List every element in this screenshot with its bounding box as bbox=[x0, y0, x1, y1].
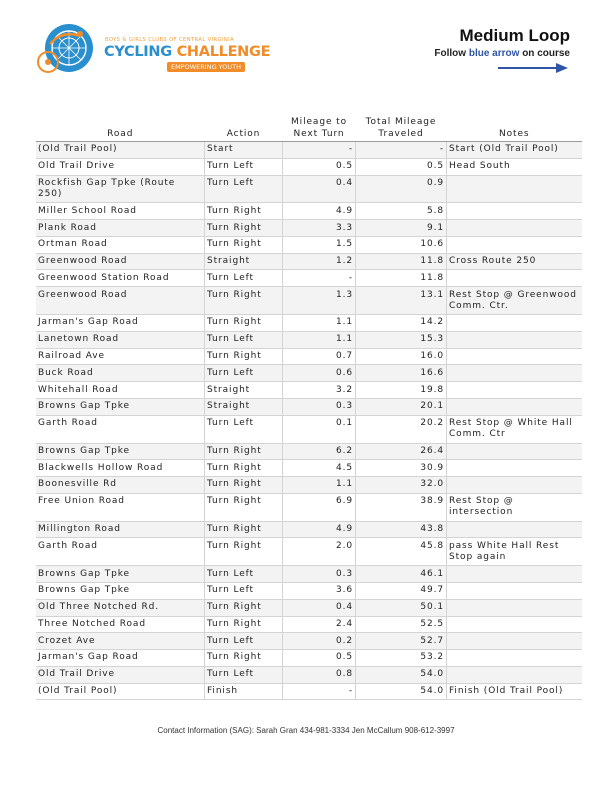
total-mileage-cell: 54.0 bbox=[356, 683, 447, 700]
action-cell: Turn Left bbox=[205, 365, 283, 382]
action-cell: Turn Left bbox=[205, 331, 283, 348]
action-cell: Turn Left bbox=[205, 633, 283, 650]
total-mileage-cell: 13.1 bbox=[356, 287, 447, 315]
mileage-next-cell: 1.3 bbox=[283, 287, 356, 315]
table-row bbox=[36, 398, 582, 415]
mileage-next-cell: 2.4 bbox=[283, 616, 356, 633]
table-header-row bbox=[36, 117, 582, 142]
logo-title-cycling: CYCLING bbox=[104, 44, 172, 60]
mileage-next-cell: 0.5 bbox=[283, 158, 356, 175]
table-row bbox=[36, 538, 582, 566]
header-total-line2: Traveled bbox=[378, 128, 424, 139]
notes-cell: Start (Old Trail Pool) bbox=[447, 142, 583, 159]
table-row bbox=[36, 477, 582, 494]
notes-cell: Head South bbox=[447, 158, 583, 175]
table-row bbox=[36, 443, 582, 460]
table-row bbox=[36, 203, 582, 220]
mileage-next-cell: 1.2 bbox=[283, 253, 356, 270]
action-cell: Turn Right bbox=[205, 599, 283, 616]
table-row bbox=[36, 582, 582, 599]
header-total-line1: Total Mileage bbox=[365, 117, 437, 127]
action-cell: Straight bbox=[205, 253, 283, 270]
notes-cell bbox=[447, 236, 583, 253]
road-cell: Browns Gap Tpke bbox=[36, 398, 205, 415]
action-cell: Straight bbox=[205, 382, 283, 399]
total-mileage-cell: 52.5 bbox=[356, 616, 447, 633]
action-cell: Turn Right bbox=[205, 460, 283, 477]
action-cell: Turn Left bbox=[205, 666, 283, 683]
mileage-next-cell: 1.1 bbox=[283, 477, 356, 494]
notes-cell: Rest Stop @ intersection bbox=[447, 493, 583, 521]
mileage-next-cell: 0.4 bbox=[283, 599, 356, 616]
total-mileage-cell: 16.0 bbox=[356, 348, 447, 365]
total-mileage-cell: 26.4 bbox=[356, 443, 447, 460]
mileage-next-cell: 0.3 bbox=[283, 566, 356, 583]
total-mileage-cell: 38.9 bbox=[356, 493, 447, 521]
route-instruction bbox=[434, 48, 570, 59]
road-cell: Browns Gap Tpke bbox=[36, 443, 205, 460]
table-row bbox=[36, 331, 582, 348]
mileage-next-cell: 1.1 bbox=[283, 315, 356, 332]
road-cell: Millington Road bbox=[36, 521, 205, 538]
action-cell: Turn Right bbox=[205, 348, 283, 365]
header-total-mileage bbox=[356, 117, 447, 142]
total-mileage-cell: 0.9 bbox=[356, 175, 447, 203]
cue-sheet-body bbox=[36, 142, 582, 700]
logo-title-challenge: CHALLENGE bbox=[176, 44, 271, 60]
road-cell: Miller School Road bbox=[36, 203, 205, 220]
action-cell: Turn Right bbox=[205, 521, 283, 538]
mileage-next-cell: - bbox=[283, 142, 356, 159]
table-row bbox=[36, 683, 582, 700]
notes-cell bbox=[447, 270, 583, 287]
total-mileage-cell: 54.0 bbox=[356, 666, 447, 683]
mileage-next-cell: 0.5 bbox=[283, 650, 356, 667]
mileage-next-cell: 2.0 bbox=[283, 538, 356, 566]
action-cell: Turn Right bbox=[205, 287, 283, 315]
notes-cell bbox=[447, 398, 583, 415]
table-row bbox=[36, 493, 582, 521]
table-row bbox=[36, 521, 582, 538]
action-cell: Turn Right bbox=[205, 493, 283, 521]
action-cell: Turn Right bbox=[205, 443, 283, 460]
notes-cell bbox=[447, 633, 583, 650]
table-row bbox=[36, 616, 582, 633]
mileage-next-cell: 3.2 bbox=[283, 382, 356, 399]
instruction-prefix: Follow bbox=[434, 48, 467, 59]
table-row bbox=[36, 236, 582, 253]
mileage-next-cell: 6.2 bbox=[283, 443, 356, 460]
table-row bbox=[36, 666, 582, 683]
total-mileage-cell: 11.8 bbox=[356, 270, 447, 287]
road-cell: Jarman's Gap Road bbox=[36, 650, 205, 667]
mileage-next-cell: 3.6 bbox=[283, 582, 356, 599]
mileage-next-cell: 0.6 bbox=[283, 365, 356, 382]
road-cell: Browns Gap Tpke bbox=[36, 582, 205, 599]
total-mileage-cell: 19.8 bbox=[356, 382, 447, 399]
road-cell: Ortman Road bbox=[36, 236, 205, 253]
table-row bbox=[36, 270, 582, 287]
action-cell: Turn Left bbox=[205, 415, 283, 443]
mileage-next-cell: 1.5 bbox=[283, 236, 356, 253]
header-mileage-next-line2: Next Turn bbox=[293, 128, 345, 139]
total-mileage-cell: 5.8 bbox=[356, 203, 447, 220]
instruction-highlight: blue arrow bbox=[468, 48, 520, 59]
header-notes: Notes bbox=[447, 117, 583, 142]
road-cell: Blackwells Hollow Road bbox=[36, 460, 205, 477]
action-cell: Turn Right bbox=[205, 650, 283, 667]
total-mileage-cell: 32.0 bbox=[356, 477, 447, 494]
notes-cell: Finish (Old Trail Pool) bbox=[447, 683, 583, 700]
cyclist-wheel-icon bbox=[36, 22, 104, 78]
header-action: Action bbox=[205, 117, 283, 142]
total-mileage-cell: 52.7 bbox=[356, 633, 447, 650]
total-mileage-cell: 11.8 bbox=[356, 253, 447, 270]
road-cell: Old Three Notched Rd. bbox=[36, 599, 205, 616]
total-mileage-cell: 30.9 bbox=[356, 460, 447, 477]
mileage-next-cell: 0.2 bbox=[283, 633, 356, 650]
notes-cell bbox=[447, 582, 583, 599]
action-cell: Straight bbox=[205, 398, 283, 415]
notes-cell bbox=[447, 348, 583, 365]
logo-title bbox=[104, 44, 270, 60]
total-mileage-cell: 43.8 bbox=[356, 521, 447, 538]
road-cell: (Old Trail Pool) bbox=[36, 683, 205, 700]
table-row bbox=[36, 650, 582, 667]
contact-info: Contact Information (SAG): Sarah Gran 434-981-3334 Jen McCallum 908-612-3997 bbox=[157, 726, 455, 735]
notes-cell bbox=[447, 650, 583, 667]
action-cell: Turn Right bbox=[205, 315, 283, 332]
total-mileage-cell: - bbox=[356, 142, 447, 159]
mileage-next-cell: 0.8 bbox=[283, 666, 356, 683]
logo-tagline: BOYS & GIRLS CLUBS OF CENTRAL VIRGINIA bbox=[105, 37, 235, 43]
notes-cell bbox=[447, 443, 583, 460]
road-cell: Buck Road bbox=[36, 365, 205, 382]
mileage-next-cell: 4.9 bbox=[283, 521, 356, 538]
action-cell: Turn Right bbox=[205, 236, 283, 253]
notes-cell bbox=[447, 666, 583, 683]
total-mileage-cell: 10.6 bbox=[356, 236, 447, 253]
table-row bbox=[36, 315, 582, 332]
road-cell: Three Notched Road bbox=[36, 616, 205, 633]
action-cell: Turn Right bbox=[205, 203, 283, 220]
table-row bbox=[36, 460, 582, 477]
action-cell: Start bbox=[205, 142, 283, 159]
mileage-next-cell: 0.1 bbox=[283, 415, 356, 443]
mileage-next-cell: 3.3 bbox=[283, 220, 356, 237]
mileage-next-cell: 1.1 bbox=[283, 331, 356, 348]
road-cell: Greenwood Road bbox=[36, 287, 205, 315]
notes-cell bbox=[447, 382, 583, 399]
route-heading bbox=[434, 26, 570, 59]
action-cell: Turn Right bbox=[205, 538, 283, 566]
action-cell: Turn Right bbox=[205, 477, 283, 494]
notes-cell bbox=[447, 599, 583, 616]
cue-sheet-table bbox=[36, 117, 582, 700]
action-cell: Turn Left bbox=[205, 158, 283, 175]
action-cell: Turn Left bbox=[205, 566, 283, 583]
action-cell: Turn Left bbox=[205, 270, 283, 287]
action-cell: Finish bbox=[205, 683, 283, 700]
total-mileage-cell: 16.6 bbox=[356, 365, 447, 382]
notes-cell bbox=[447, 220, 583, 237]
event-logo bbox=[36, 22, 271, 78]
total-mileage-cell: 45.8 bbox=[356, 538, 447, 566]
notes-cell bbox=[447, 175, 583, 203]
total-mileage-cell: 49.7 bbox=[356, 582, 447, 599]
action-cell: Turn Right bbox=[205, 220, 283, 237]
notes-cell bbox=[447, 566, 583, 583]
header-mileage-next bbox=[283, 117, 356, 142]
notes-cell bbox=[447, 331, 583, 348]
mileage-next-cell: 0.3 bbox=[283, 398, 356, 415]
road-cell: Crozet Ave bbox=[36, 633, 205, 650]
notes-cell bbox=[447, 315, 583, 332]
road-cell: Railroad Ave bbox=[36, 348, 205, 365]
mileage-next-cell: 0.7 bbox=[283, 348, 356, 365]
road-cell: Garth Road bbox=[36, 538, 205, 566]
header-road: Road bbox=[36, 117, 205, 142]
road-cell: Greenwood Station Road bbox=[36, 270, 205, 287]
notes-cell bbox=[447, 521, 583, 538]
instruction-suffix: on course bbox=[522, 48, 570, 59]
notes-cell: Cross Route 250 bbox=[447, 253, 583, 270]
total-mileage-cell: 20.1 bbox=[356, 398, 447, 415]
mileage-next-cell: 0.4 bbox=[283, 175, 356, 203]
road-cell: Garth Road bbox=[36, 415, 205, 443]
total-mileage-cell: 20.2 bbox=[356, 415, 447, 443]
mileage-next-cell: - bbox=[283, 270, 356, 287]
mileage-next-cell: - bbox=[283, 683, 356, 700]
road-cell: Whitehall Road bbox=[36, 382, 205, 399]
road-cell: Boonesville Rd bbox=[36, 477, 205, 494]
road-cell: Plank Road bbox=[36, 220, 205, 237]
table-row bbox=[36, 348, 582, 365]
mileage-next-cell: 6.9 bbox=[283, 493, 356, 521]
road-cell: Greenwood Road bbox=[36, 253, 205, 270]
table-row bbox=[36, 142, 582, 159]
table-row bbox=[36, 175, 582, 203]
logo-banner: EMPOWERING YOUTH bbox=[167, 62, 245, 72]
notes-cell bbox=[447, 460, 583, 477]
mileage-next-cell: 4.5 bbox=[283, 460, 356, 477]
table-row bbox=[36, 253, 582, 270]
total-mileage-cell: 46.1 bbox=[356, 566, 447, 583]
notes-cell bbox=[447, 477, 583, 494]
total-mileage-cell: 53.2 bbox=[356, 650, 447, 667]
total-mileage-cell: 9.1 bbox=[356, 220, 447, 237]
road-cell: Old Trail Drive bbox=[36, 666, 205, 683]
total-mileage-cell: 14.2 bbox=[356, 315, 447, 332]
total-mileage-cell: 50.1 bbox=[356, 599, 447, 616]
table-row bbox=[36, 566, 582, 583]
action-cell: Turn Left bbox=[205, 175, 283, 203]
notes-cell bbox=[447, 203, 583, 220]
table-row bbox=[36, 382, 582, 399]
total-mileage-cell: 15.3 bbox=[356, 331, 447, 348]
route-title: Medium Loop bbox=[459, 26, 570, 45]
road-cell: Old Trail Drive bbox=[36, 158, 205, 175]
mileage-next-cell: 4.9 bbox=[283, 203, 356, 220]
action-cell: Turn Right bbox=[205, 616, 283, 633]
table-row bbox=[36, 220, 582, 237]
notes-cell: Rest Stop @ Greenwood Comm. Ctr. bbox=[447, 287, 583, 315]
road-cell: Lanetown Road bbox=[36, 331, 205, 348]
road-cell: Browns Gap Tpke bbox=[36, 566, 205, 583]
notes-cell: pass White Hall Rest Stop again bbox=[447, 538, 583, 566]
table-row bbox=[36, 365, 582, 382]
header-mileage-next-line1: Mileage to bbox=[291, 117, 347, 127]
road-cell: Rockfish Gap Tpke (Route 250) bbox=[36, 175, 205, 203]
notes-cell bbox=[447, 616, 583, 633]
blue-arrow-icon bbox=[498, 62, 568, 74]
total-mileage-cell: 0.5 bbox=[356, 158, 447, 175]
notes-cell: Rest Stop @ White Hall Comm. Ctr bbox=[447, 415, 583, 443]
table-row bbox=[36, 415, 582, 443]
table-row bbox=[36, 633, 582, 650]
road-cell: Free Union Road bbox=[36, 493, 205, 521]
table-row bbox=[36, 158, 582, 175]
road-cell: (Old Trail Pool) bbox=[36, 142, 205, 159]
table-row bbox=[36, 599, 582, 616]
table-row bbox=[36, 287, 582, 315]
action-cell: Turn Left bbox=[205, 582, 283, 599]
notes-cell bbox=[447, 365, 583, 382]
road-cell: Jarman's Gap Road bbox=[36, 315, 205, 332]
